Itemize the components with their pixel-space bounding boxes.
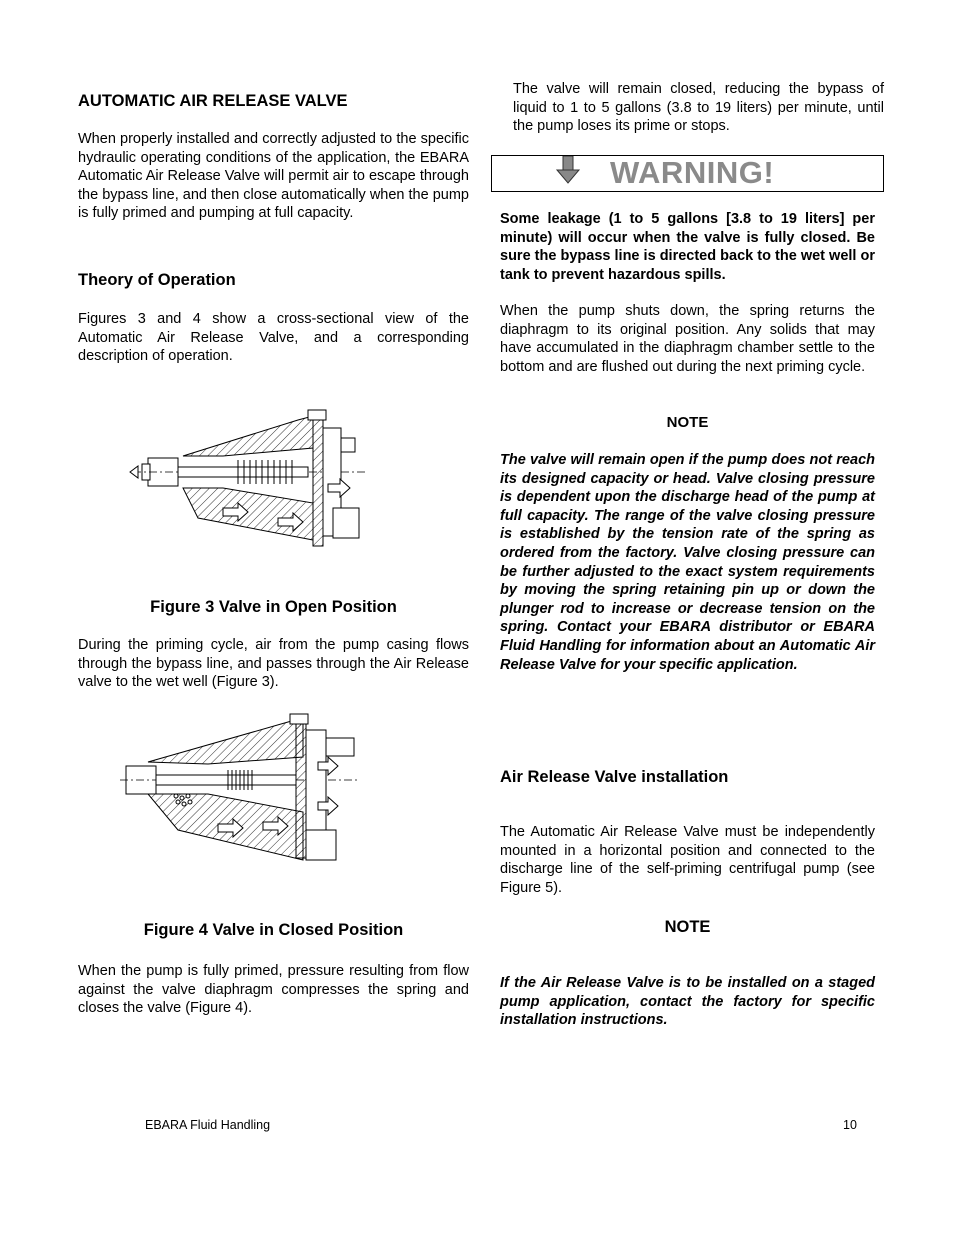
figure-4-caption: Figure 4 Valve in Closed Position [143, 921, 404, 939]
install-heading: Air Release Valve installation [500, 768, 729, 786]
primed-paragraph: When the pump is fully primed, pressure resulting from flow against the valve diaphragm compresses the spring and closes the valve (Figure 4). [78, 963, 469, 1017]
down-arrow-icon [554, 156, 582, 184]
warning-label: WARNING! [610, 155, 775, 190]
note-1-label: NOTE [666, 414, 709, 431]
warning-text: Some leakage (1 to 5 gallons [3.8 to 19 liters] per minute) will occur when the valve is fully closed. Be sure the bypass line is directed back to the wet well or tank to prevent hazardous spills. [500, 211, 875, 283]
install-paragraph: The Automatic Air Release Valve must be independently mounted in a horizontal position and connected to the discharge line of the self-priming centrifugal pump (see Figure 5). [500, 824, 875, 896]
section-heading: AUTOMATIC AIR RELEASE VALVE [78, 92, 348, 110]
note-2-text: If the Air Release Valve is to be installed on a staged pump application, contact the factory for specific installation instructions. [500, 975, 875, 1029]
shutdown-paragraph: When the pump shuts down, the spring returns the diaphragm to its original position. Any solids that may have accumulated in the diaphragm chamber settle to the bottom and are flushed out during the next priming cycle. [500, 303, 875, 375]
theory-paragraph: Figures 3 and 4 show a cross-sectional view of the Automatic Air Release Valve, and a corresponding description of operation. [78, 311, 469, 365]
priming-paragraph: During the priming cycle, air from the pump casing flows through the bypass line, and passes through the Air Release valve to the wet well (Figure 3). [78, 637, 469, 691]
footer-company: EBARA Fluid Handling [145, 1118, 271, 1132]
intro-paragraph: When properly installed and correctly adjusted to the specific hydraulic operating conditions of the application, the EBARA Automatic Air Release Valve will permit air to escape through the bypass line, and then close automatically when the pump is fully primed and pumping at full capacity. [78, 131, 469, 222]
closed-paragraph: The valve will remain closed, reducing the bypass of liquid to 1 to 5 gallons (3.8 to 19 liters) per minute, until the pump loses its prime or stops. [513, 81, 884, 135]
footer-page-number: 10 [843, 1118, 857, 1132]
warning-box [491, 155, 884, 192]
figure-3-caption: Figure 3 Valve in Open Position [150, 598, 397, 616]
figure-3-valve-open-drawing [128, 408, 378, 550]
theory-heading: Theory of Operation [78, 271, 236, 289]
note-1-text: The valve will remain open if the pump does not reach its designed capacity or head. Valve closing pressure is dependent upon the discharge head of the pump at full capacity. The range of the valve closing pressure is established by the tension rate of the spring as ordered from the factory. Valve closing pressure can be further adjusted to the exact system requirements by moving the spring retaining pin up or down the plunger rod to increase or decrease tension on the spring. Contact your EBARA distributor or EBARA Fluid Handling for information about an Automatic Air Release Valve for your specific application. [500, 452, 875, 673]
note-2-label: NOTE [664, 918, 711, 936]
figure-4-valve-closed-drawing [118, 712, 368, 864]
